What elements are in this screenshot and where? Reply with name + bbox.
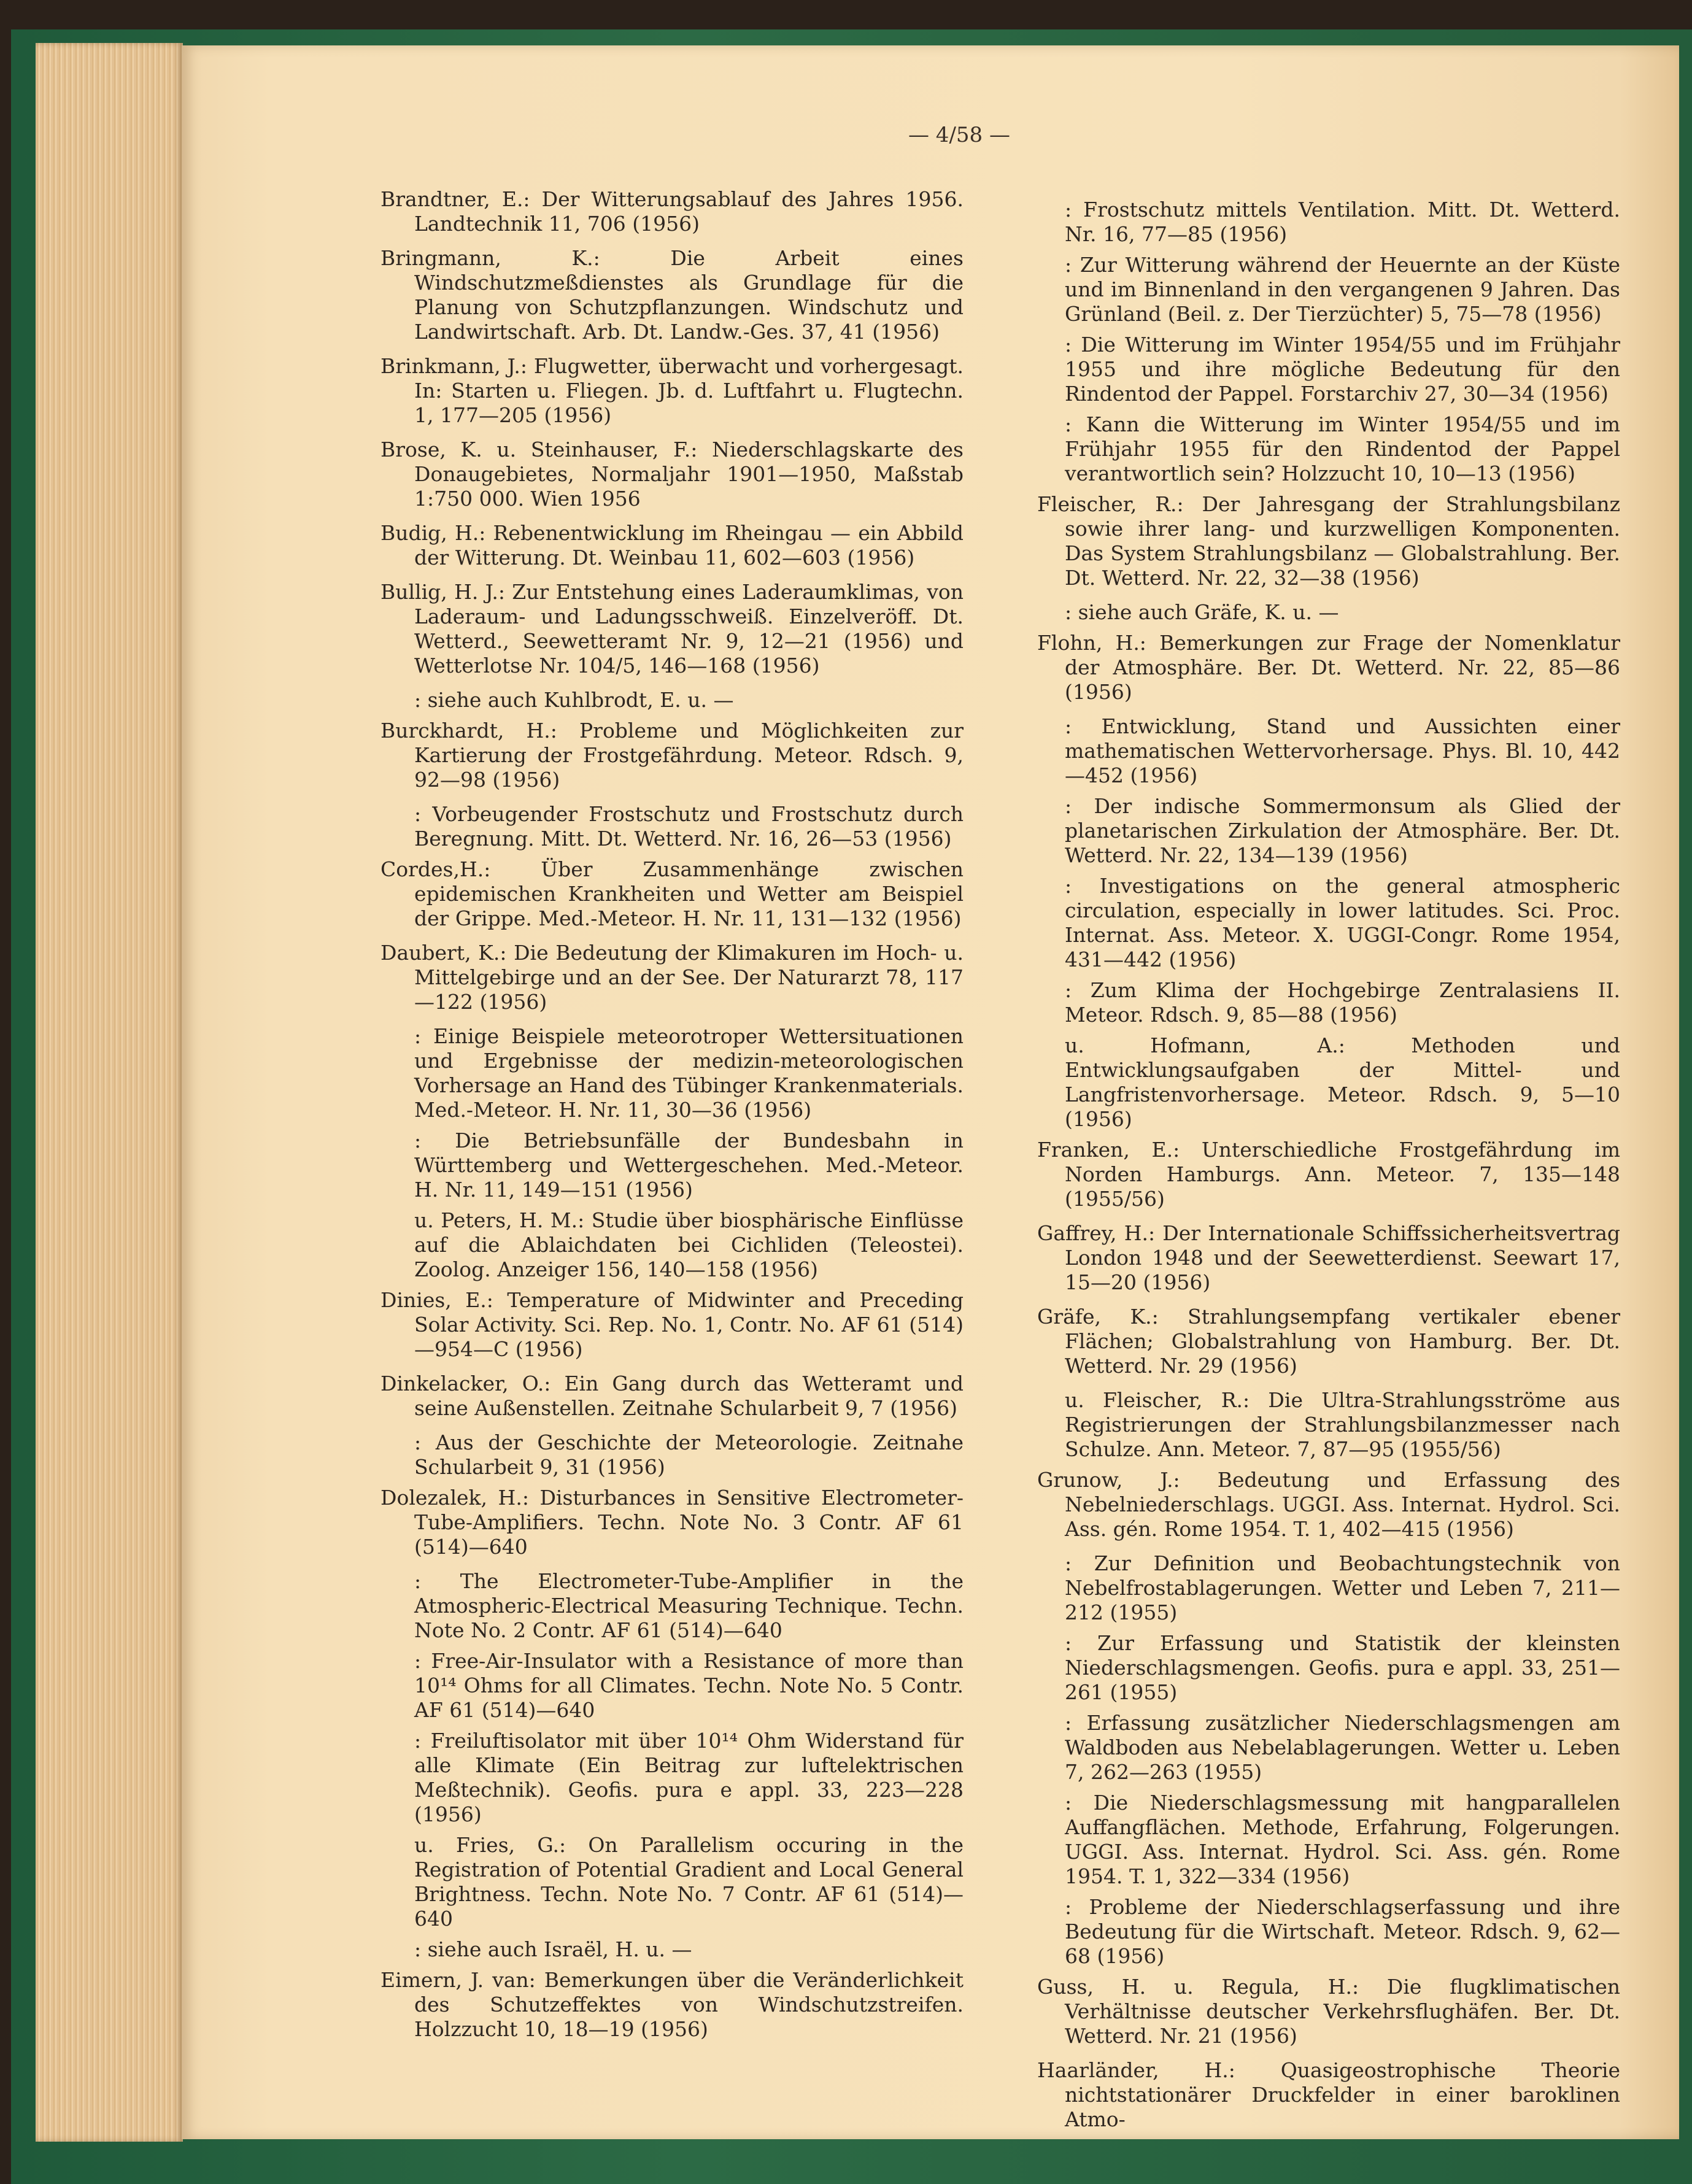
bibliography-subentry: : siehe auch Gräfe, K. u. — [1065,600,1339,624]
bibliography-entry: Gräfe, K.: Strahlungsempfang vertikaler ebener Flächen; Globalstrahlung von Hamburg. Ber. Dt. Wetterd. Nr. 29 (1956) [1037,1305,1620,1378]
bibliography-entry: Fleischer, R.: Der Jahresgang der Strahlungsbilanz sowie ihrer lang- und kurzwelligen Komponenten. Das System Strahlungsbilanz — Globalstrahlung. Ber. Dt. Wetterd. Nr. 22, 32—38 (1956) [1037,492,1620,590]
bibliography-subentry: : Zum Klima der Hochgebirge Zentralasiens II. Meteor. Rdsch. 9, 85—88 (1956) [1065,978,1620,1027]
bibliography-subentry: : Kann die Witterung im Winter 1954/55 und im Frühjahr 1955 für den Rindentod der Pappel verantwortlich sein? Holzzucht 10, 10—13 (1956) [1065,412,1620,485]
bibliography-subentry: u. Peters, H. M.: Studie über biosphärische Einflüsse auf die Ablaichdaten bei Cichliden (Teleostei). Zoolog. Anzeiger 156, 140—158 (1956) [414,1208,964,1281]
bibliography-entry: Flohn, H.: Bemerkungen zur Frage der Nomenklatur der Atmosphäre. Ber. Dt. Wetterd. Nr. 22, 85—86 (1956) [1037,631,1620,704]
bibliography-subentry: : Der indische Sommermonsum als Glied der planetarischen Zirkulation der Atmosphäre. Ber. Dt. Wetterd. Nr. 22, 134—139 (1956) [1065,794,1620,867]
page-number: — 4/58 — [908,123,1010,147]
left-column [381,187,964,2051]
bibliography-subentry: : Freiluftisolator mit über 10¹⁴ Ohm Widerstand für alle Klimate (Ein Beitrag zur luftelektrischen Meßtechnik). Geofis. pura e appl. 33, 223—228 (1956) [414,1729,964,1826]
bibliography-subentry: : Zur Erfassung und Statistik der kleinsten Niederschlagsmengen. Geofis. pura e appl. 33, 251—261 (1955) [1065,1631,1620,1704]
bibliography-subentry: : siehe auch Kuhlbrodt, E. u. — [414,688,734,712]
bibliography-entry: Bullig, H. J.: Zur Entstehung eines Laderaumklimas, von Laderaum- und Ladungsschweiß. Einzelveröff. Dt. Wetterd., Seewetteramt Nr. 9, 12—21 (1956) und Wetterlotse Nr. 104/5, 146—168 (1956) [381,580,964,677]
bibliography-entry: Eimern, J. van: Bemerkungen über die Veränderlichkeit des Schutzeffektes von Windschutzstreifen. Holzzucht 10, 18—19 (1956) [381,1968,964,2041]
bibliography-entry: Budig, H.: Rebenentwicklung im Rheingau — ein Abbild der Witterung. Dt. Weinbau 11, 602—603 (1956) [381,521,964,569]
bibliography-entry: Cordes,H.: Über Zusammenhänge zwischen epidemischen Krankheiten und Wetter am Beispiel der Grippe. Med.-Meteor. H. Nr. 11, 131—132 (1956) [381,857,964,930]
page-edges [36,43,183,2142]
bibliography-subentry: : Zur Witterung während der Heuernte an der Küste und im Binnenland in den vergangenen 9 Jahren. Das Grünland (Beil. z. Der Tierzüchter) 5, 75—78 (1956) [1065,253,1620,326]
bibliography-subentry: : Vorbeugender Frostschutz und Frostschutz durch Beregnung. Mitt. Dt. Wetterd. Nr. 16, 26—53 (1956) [414,802,964,851]
right-column [1037,198,1620,2142]
bibliography-entry: Brose, K. u. Steinhauser, F.: Niederschlagskarte des Donaugebietes, Normaljahr 1901—1950, Maßstab 1:750 000. Wien 1956 [381,438,964,511]
bibliography-subentry: : Einige Beispiele meteorotroper Wettersituationen und Ergebnisse der medizin-meteorologischen Vorhersage an Hand des Tübinger Krankenmaterials. Med.-Meteor. H. Nr. 11, 30—36 (1956) [414,1024,964,1122]
bibliography-subentry: : Die Betriebsunfälle der Bundesbahn in Württemberg und Wettergeschehen. Med.-Meteor. H. Nr. 11, 149—151 (1956) [414,1129,964,1202]
bibliography-entry: Burckhardt, H.: Probleme und Möglichkeiten zur Kartierung der Frostgefährdung. Meteor. Rdsch. 9, 92—98 (1956) [381,719,964,792]
bibliography-subentry: : Investigations on the general atmospheric circulation, especially in lower latitudes. Sci. Proc. Internat. Ass. Meteor. X. UGGI-Congr. Rome 1954, 431—442 (1956) [1065,874,1620,971]
bibliography-entry: Brinkmann, J.: Flugwetter, überwacht und vorhergesagt. In: Starten u. Fliegen. Jb. d. Luftfahrt u. Flugtechn. 1, 177—205 (1956) [381,354,964,427]
bibliography-subentry: u. Fries, G.: On Parallelism occuring in the Registration of Potential Gradient and Local General Brightness. Techn. Note No. 7 Contr. AF 61 (514)—640 [414,1833,964,1931]
bibliography-entry: Guss, H. u. Regula, H.: Die flugklimatischen Verhältnisse deutscher Verkehrsflughäfen. Ber. Dt. Wetterd. Nr. 21 (1956) [1037,1975,1620,2048]
bibliography-subentry: : The Electrometer-Tube-Amplifier in the Atmospheric-Electrical Measuring Technique. Techn. Note No. 2 Contr. AF 61 (514)—640 [414,1569,964,1642]
bibliography-subentry: : Die Witterung im Winter 1954/55 und im Frühjahr 1955 und ihre mögliche Bedeutung für den Rindentod der Pappel. Forstarchiv 27, 30—34 (1956) [1065,333,1620,406]
bibliography-subentry: : Die Niederschlagsmessung mit hangparallelen Auffangflächen. Methode, Erfahrung, Folgerungen. UGGI. Ass. Internat. Hydrol. Sci. Ass. gén. Rome 1954. T. 1, 322—334 (1956) [1065,1791,1620,1888]
bibliography-entry: Daubert, K.: Die Bedeutung der Klimakuren im Hoch- u. Mittelgebirge und an der See. Der Naturarzt 78, 117—122 (1956) [381,941,964,1014]
bibliography-entry: Dinies, E.: Temperature of Midwinter and Preceding Solar Activity. Sci. Rep. No. 1, Contr. No. AF 61 (514)—954—C (1956) [381,1288,964,1361]
bibliography-entry: Dolezalek, H.: Disturbances in Sensitive Electrometer-Tube-Amplifiers. Techn. Note No. 3 Contr. AF 61 (514)—640 [381,1486,964,1559]
bibliography-entry: Brandtner, E.: Der Witterungsablauf des Jahres 1956. Landtechnik 11, 706 (1956) [381,187,964,236]
bibliography-entry: Gaffrey, H.: Der Internationale Schiffssicherheitsvertrag London 1948 und der Seewetterdienst. Seewart 17, 15—20 (1956) [1037,1221,1620,1294]
bibliography-entry: Haarländer, H.: Quasigeostrophische Theorie nichtstationärer Druckfelder in einer baroklinen Atmo- [1037,2058,1620,2131]
bibliography-subentry: u. Fleischer, R.: Die Ultra-Strahlungsströme aus Registrierungen der Strahlungsbilanzmesser nach Schulze. Ann. Meteor. 7, 87—95 (1955/56) [1065,1388,1620,1461]
bibliography-entry: Franken, E.: Unterschiedliche Frostgefährdung im Norden Hamburgs. Ann. Meteor. 7, 135—148 (1955/56) [1037,1138,1620,1211]
bibliography-subentry: : Erfassung zusätzlicher Niederschlagsmengen am Waldboden aus Nebelablagerungen. Wetter u. Leben 7, 262—263 (1955) [1065,1711,1620,1784]
bibliography-subentry: : siehe auch Israël, H. u. — [414,1937,692,1961]
bibliography-entry: Grunow, J.: Bedeutung und Erfassung des Nebelniederschlags. UGGI. Ass. Internat. Hydrol. Sci. Ass. gén. Rome 1954. T. 1, 402—415 (1956) [1037,1468,1620,1541]
bibliography-subentry: : Probleme der Niederschlagserfassung und ihre Bedeutung für die Wirtschaft. Meteor. Rdsch. 9, 62—68 (1956) [1065,1895,1620,1968]
bibliography-subentry: : Frostschutz mittels Ventilation. Mitt. Dt. Wetterd. Nr. 16, 77—85 (1956) [1065,198,1620,246]
bibliography-subentry: u. Hofmann, A.: Methoden und Entwicklungsaufgaben der Mittel- und Langfristenvorhersage. Meteor. Rdsch. 9, 5—10 (1956) [1065,1033,1620,1131]
bibliography-entry: Dinkelacker, O.: Ein Gang durch das Wetteramt und seine Außenstellen. Zeitnahe Schularbeit 9, 7 (1956) [381,1372,964,1420]
bibliography-subentry: : Aus der Geschichte der Meteorologie. Zeitnahe Schularbeit 9, 31 (1956) [414,1430,964,1479]
bibliography-subentry: : Zur Definition und Beobachtungstechnik von Nebelfrostablagerungen. Wetter und Leben 7, 211—212 (1955) [1065,1551,1620,1624]
bibliography-entry: Bringmann, K.: Die Arbeit eines Windschutzmeßdienstes als Grundlage für die Planung von Schutzpflanzungen. Windschutz und Landwirtschaft. Arb. Dt. Landw.-Ges. 37, 41 (1956) [381,246,964,344]
bibliography-subentry: : Free-Air-Insulator with a Resistance of more than 10¹⁴ Ohms for all Climates. Techn. Note No. 5 Contr. AF 61 (514)—640 [414,1649,964,1722]
bibliography-subentry: : Entwicklung, Stand und Aussichten einer mathematischen Wettervorhersage. Phys. Bl. 10, 442—452 (1956) [1065,714,1620,787]
